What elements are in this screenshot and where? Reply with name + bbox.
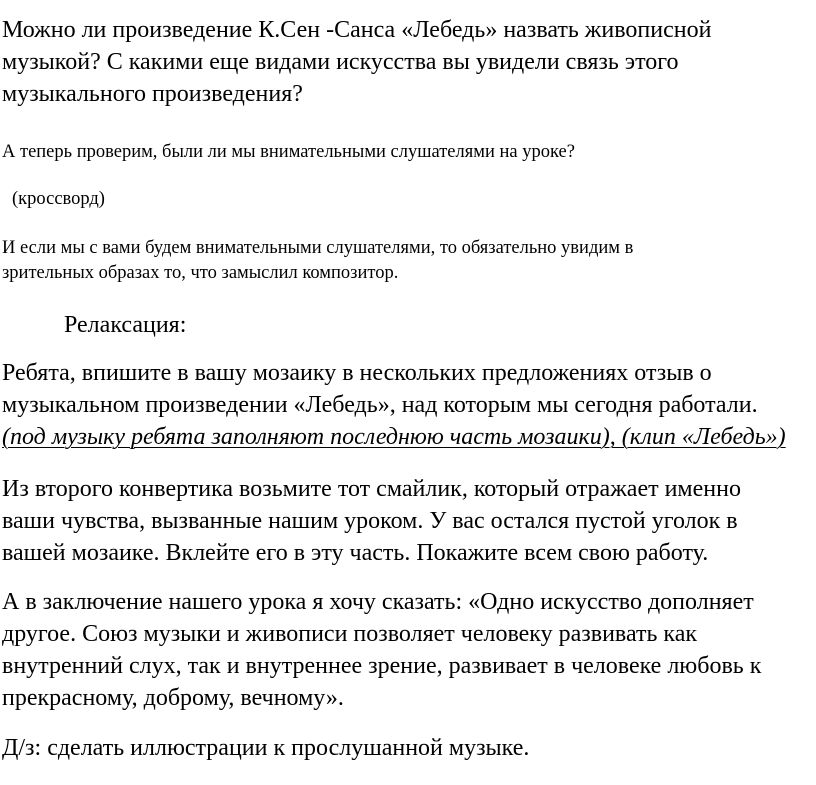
homework-line: Д/з: сделать иллюстрации к прослушанной музыке. (2, 735, 530, 761)
conclusion-paragraph (2, 586, 761, 714)
conclusion-line-4: прекрасному, доброму, вечному». (2, 685, 344, 711)
conclusion-line-2: другое. Союз музыки и живописи позволяет человеку развивать как (2, 621, 698, 647)
question-line-3: музыкального произведения? (2, 81, 303, 107)
question-line-2: музыкой? С какими еще видами искусства вы увидели связь этого (2, 49, 679, 75)
envelope-line-3: вашей мозаике. Вклейте его в эту часть. Покажите всем свою работу. (2, 540, 709, 566)
review-note-line: (под музыку ребята заполняют последнюю часть мозаики), (клип «Лебедь») (2, 424, 786, 450)
question-line-1: Можно ли произведение К.Сен -Санса «Лебедь» назвать живописной (2, 17, 712, 43)
envelope-line-1: Из второго конвертика возьмите тот смайлик, который отражает именно (2, 476, 741, 502)
review-line-2: музыкальном произведении «Лебедь», над которым мы сегодня работали. (2, 392, 758, 418)
crossword-line: (кроссворд) (12, 189, 105, 209)
review-paragraph (2, 357, 786, 453)
relaxation-line: Релаксация: (64, 312, 187, 338)
attention-paragraph (2, 236, 633, 286)
crossword-paragraph (12, 187, 105, 212)
attention-line-1: И если мы с вами будем внимательными слушателями, то обязательно увидим в (2, 238, 634, 258)
question-paragraph (2, 14, 711, 110)
check-line: А теперь проверим, были ли мы внимательными слушателями на уроке? (2, 142, 575, 162)
check-paragraph (2, 140, 575, 165)
envelope-line-2: ваши чувства, вызванные нашим уроком. У вас остался пустой уголок в (2, 508, 738, 534)
review-line-1: Ребята, впишите в вашу мозаику в нескольких предложениях отзыв о (2, 360, 712, 386)
attention-line-2: зрительных образах то, что замыслил композитор. (2, 263, 399, 283)
homework-paragraph (2, 732, 529, 764)
conclusion-line-1: А в заключение нашего урока я хочу сказать: «Одно искусство дополняет (2, 589, 754, 615)
relaxation-heading (64, 309, 186, 341)
conclusion-line-3: внутренний слух, так и внутреннее зрение, развивает в человеке любовь к (2, 653, 762, 679)
envelope-paragraph (2, 473, 741, 569)
